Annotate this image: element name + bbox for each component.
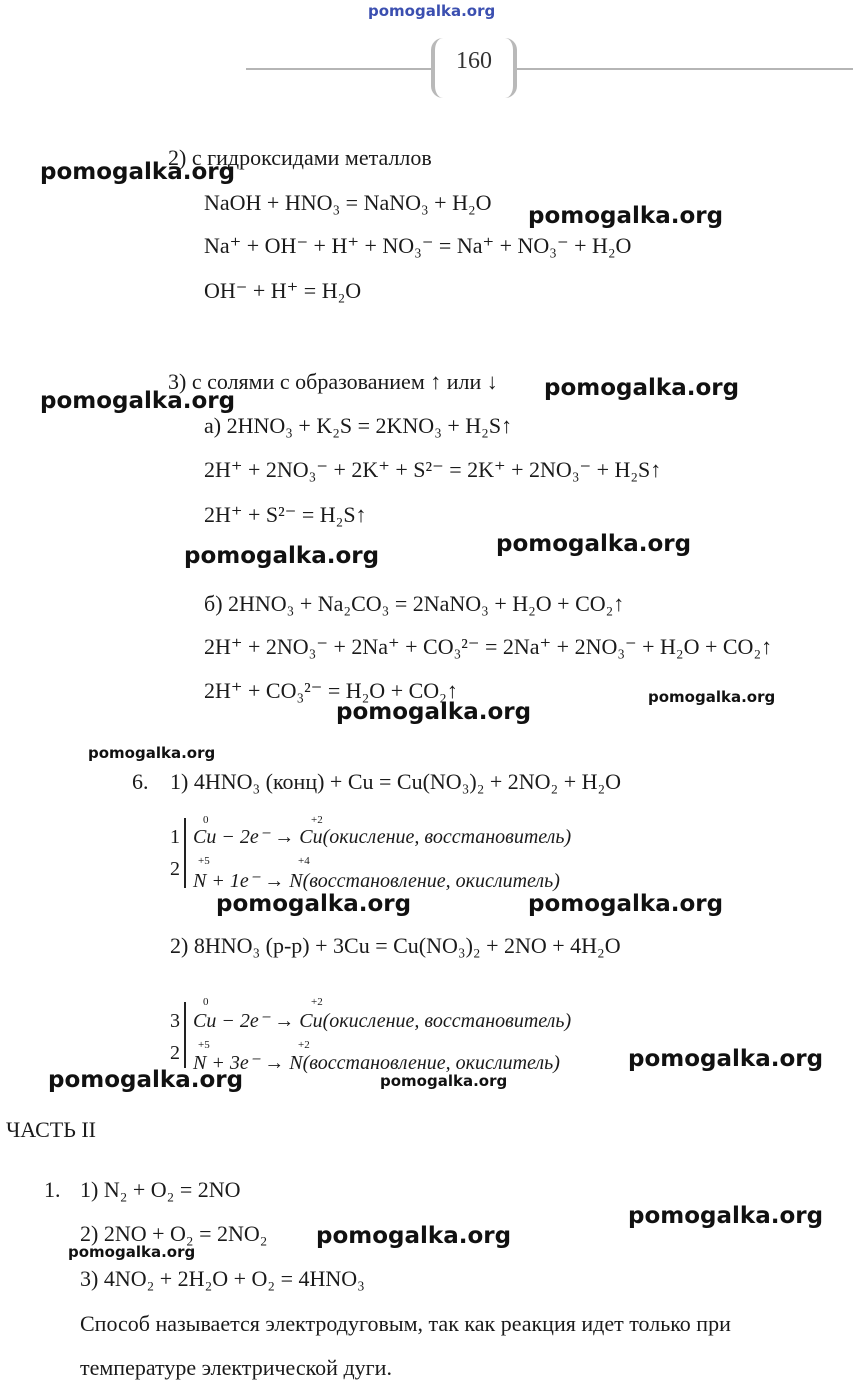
watermark: pomogalka.org	[40, 159, 236, 185]
watermark: pomogalka.org	[316, 1223, 512, 1249]
header-rule-left	[246, 68, 431, 70]
balance-coefficient: 1	[170, 826, 180, 848]
task-number: 6.	[132, 769, 149, 794]
half-reaction-reduction: N + 1e⁻ → N(восстановление, окислитель)	[193, 870, 560, 892]
reaction: 1) N₂ + O₂ = 2NO	[80, 1177, 241, 1202]
header-rule-right	[517, 68, 853, 70]
section2-heading: 2) с гидроксидами металлов	[168, 145, 432, 170]
site-header-link[interactable]: pomogalka.org	[368, 2, 496, 20]
reaction: 3) 4NO₂ + 2H₂O + O₂ = 4HNO₃	[80, 1266, 365, 1291]
balance-coefficient: 2	[170, 858, 180, 880]
oxidation-state: +5	[198, 1039, 210, 1051]
watermark: pomogalka.org	[48, 1067, 244, 1093]
oxidation-state: 0	[203, 996, 209, 1008]
equation: 2H⁺ + CO₃²⁻ = H₂O + CO₂↑	[204, 678, 458, 703]
balance-coefficient: 3	[170, 1010, 180, 1032]
oxidation-state: +5	[198, 855, 210, 867]
explanation-text: Способ называется электродуговым, так как реакция идет только при	[80, 1311, 731, 1336]
reaction: 2) 8HNO₃ (р-р) + 3Cu = Cu(NO₃)₂ + 2NO + 4H₂O	[170, 933, 621, 958]
watermark: pomogalka.org	[648, 688, 776, 706]
balance-bar	[184, 818, 186, 888]
oxidation-state: +2	[311, 996, 323, 1008]
watermark: pomogalka.org	[184, 543, 380, 569]
watermark: pomogalka.org	[216, 891, 412, 917]
watermark: pomogalka.org	[88, 744, 216, 762]
explanation-text: температуре электрической дуги.	[80, 1355, 392, 1380]
page-number: 160	[456, 48, 492, 74]
equation: а) 2HNO₃ + K₂S = 2KNO₃ + H₂S↑	[204, 413, 513, 438]
watermark: pomogalka.org	[68, 1243, 196, 1261]
equation: Na⁺ + OH⁻ + H⁺ + NO₃⁻ = Na⁺ + NO₃⁻ + H₂O	[204, 233, 632, 258]
equation: 2H⁺ + S²⁻ = H₂S↑	[204, 502, 367, 527]
part-title: ЧАСТЬ II	[6, 1117, 96, 1142]
oxidation-state: 0	[203, 814, 209, 826]
equation: 2H⁺ + 2NO₃⁻ + 2Na⁺ + CO₃²⁻ = 2Na⁺ + 2NO₃⁻ + H₂O + CO₂↑	[204, 634, 773, 659]
section3-heading: 3) с солями с образованием ↑ или ↓	[168, 369, 498, 394]
oxidation-state: +2	[298, 1039, 310, 1051]
balance-bar	[184, 1002, 186, 1068]
task-number: 1.	[44, 1177, 61, 1202]
half-reaction-reduction: N + 3e⁻ → N(восстановление, окислитель)	[193, 1052, 560, 1074]
watermark: pomogalka.org	[528, 891, 724, 917]
watermark: pomogalka.org	[496, 531, 692, 557]
half-reaction-oxidation: Cu − 2e⁻ → Cu(окисление, восстановитель)	[193, 826, 572, 848]
watermark: pomogalka.org	[528, 203, 724, 229]
watermark: pomogalka.org	[628, 1046, 824, 1072]
watermark: pomogalka.org	[336, 699, 532, 725]
reaction: 2) 2NO + O₂ = 2NO₂	[80, 1221, 268, 1246]
oxidation-state: +4	[298, 855, 310, 867]
equation: б) 2HNO₃ + Na₂CO₃ = 2NaNO₃ + H₂O + CO₂↑	[204, 591, 625, 616]
equation: OH⁻ + H⁺ = H₂O	[204, 278, 362, 303]
watermark: pomogalka.org	[380, 1072, 508, 1090]
reaction: 1) 4HNO₃ (конц) + Cu = Cu(NO₃)₂ + 2NO₂ + H₂O	[170, 769, 622, 794]
equation: NaOH + HNO₃ = NaNO₃ + H₂O	[204, 190, 492, 215]
balance-coefficient: 2	[170, 1042, 180, 1064]
half-reaction-oxidation: Cu − 2e⁻ → Cu(окисление, восстановитель)	[193, 1010, 572, 1032]
watermark: pomogalka.org	[40, 388, 236, 414]
watermark: pomogalka.org	[544, 375, 740, 401]
equation: 2H⁺ + 2NO₃⁻ + 2K⁺ + S²⁻ = 2K⁺ + 2NO₃⁻ + H₂S↑	[204, 457, 662, 482]
oxidation-state: +2	[311, 814, 323, 826]
watermark: pomogalka.org	[628, 1203, 824, 1229]
